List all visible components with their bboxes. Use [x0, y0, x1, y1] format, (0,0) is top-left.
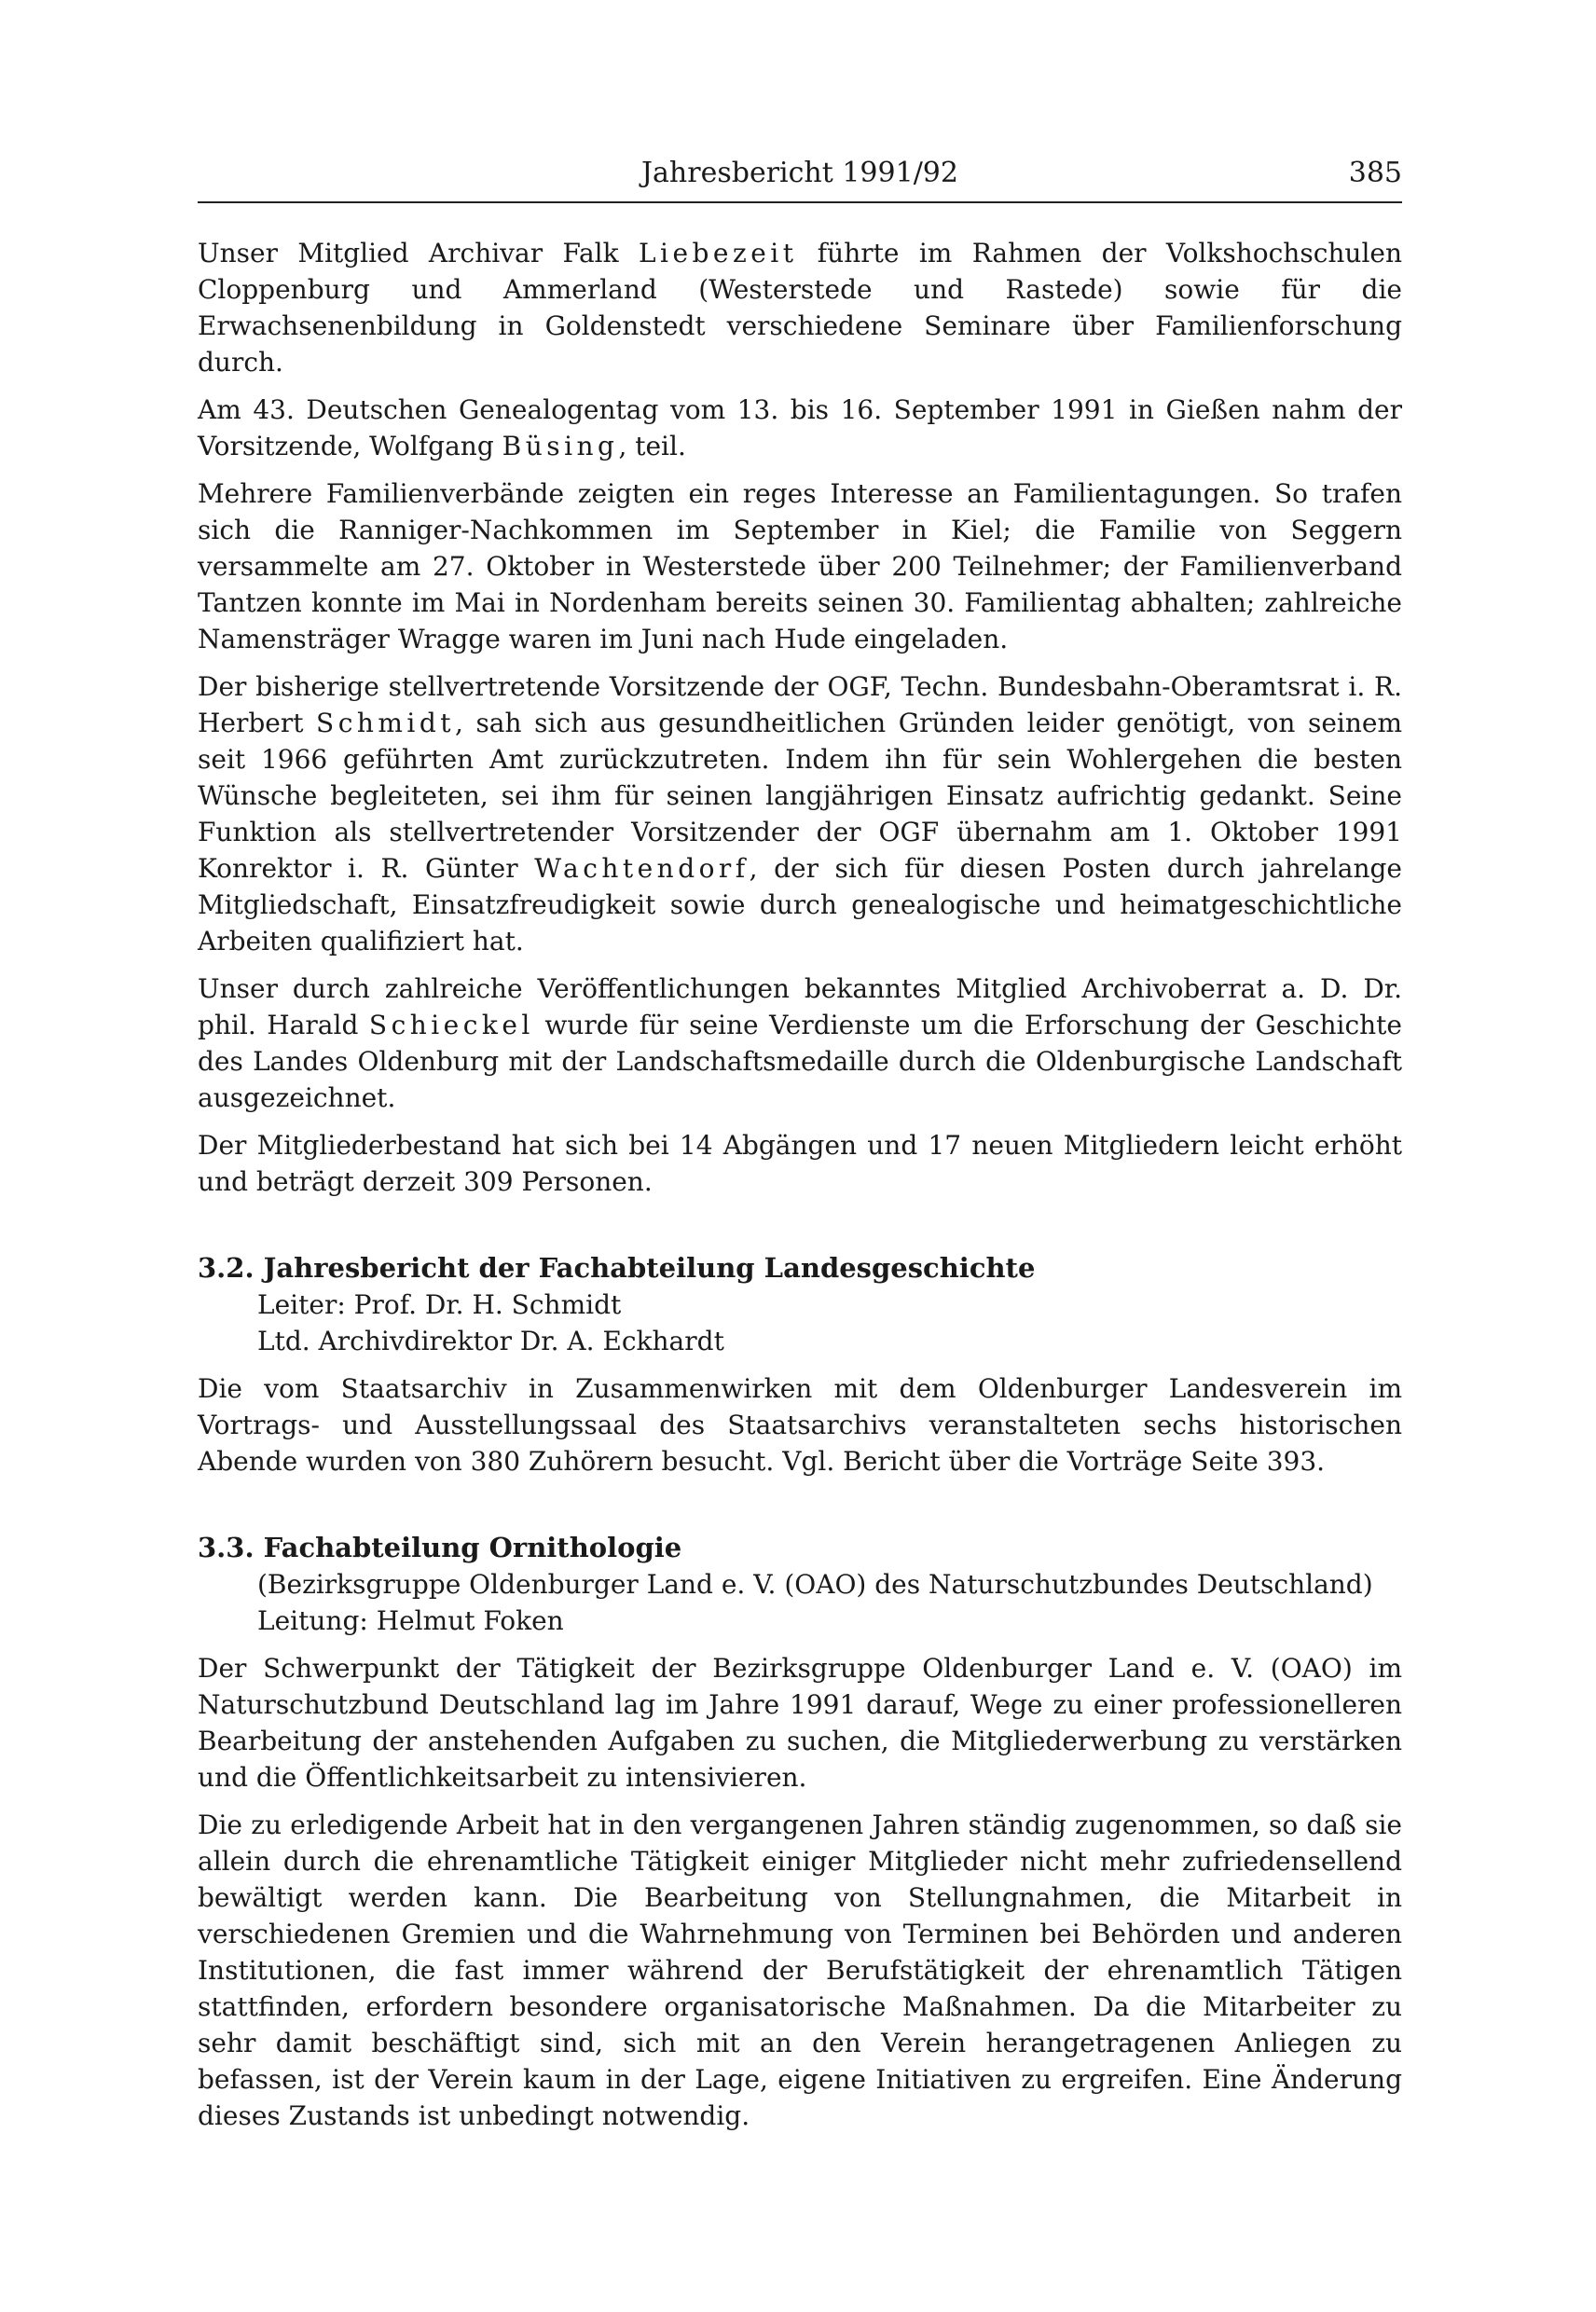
paragraph-arbeit: Die zu erledigende Arbeit hat in den vergangenen Jahren ständig zugenommen, so daß sie allein durch die ehrenamtliche Tätigkeit einiger Mitglieder nicht mehr zufriedensellend bewältigt werden kann. Die Bearbeitung von Stellungnahmen, die Mitarbeit in verschiedenen Gremien und die Wahrnehmung von Terminen bei Behörden und anderen Institutionen, die fast immer während der Berufstätigkeit der ehrenamtlich Tätigen stattfinden, erfordern besondere organisatorische Maßnahmen. Da die Mitarbeiter zu sehr damit beschäftigt sind, sich mit an den Verein herangetragenen Anliegen zu befassen, ist der Verein kaum in der Lage, eigene Initiativen zu ergreifen. Eine Änderung dieses Zustands ist unbedingt notwendig.: [198, 1810, 1402, 2131]
paragraph-schwerpunkt: Der Schwerpunkt der Tätigkeit der Bezirksgruppe Oldenburger Land e. V. (OAO) im Naturschutzbund Deutschland lag im Jahre 1991 darauf, Wege zu einer professionelleren Bearbeitung der anstehenden Aufgaben zu suchen, die Mitgliederwerbung zu verstärken und die Öffentlichkeitsarbeit zu intensivieren.: [198, 1653, 1402, 1793]
person-name: Wachtendorf: [534, 853, 750, 884]
text-span: , der sich für diesen Posten durch jahrelange Mitgliedschaft, Einsatzfreudigkeit sowie durch genealogische und heimatgeschichtliche Arbeiten qualifiziert hat.: [198, 853, 1402, 956]
person-name: Schieckel: [368, 1010, 534, 1040]
paragraph-genealogentag: [198, 392, 1402, 464]
text-span: , teil.: [618, 431, 686, 461]
paragraph-seminare: [198, 235, 1402, 380]
header-rule: [198, 201, 1402, 203]
text-span: Am 43. Deutschen Genealogentag vom 13. bis 16. September 1991 in Gießen nahm der Vorsitzende, Wolfgang: [198, 394, 1402, 461]
section-leitung-line: Leitung: Helmut Foken: [257, 1605, 564, 1636]
person-name: Schmidt: [316, 708, 455, 738]
section-leiter-line: Ltd. Archivdirektor Dr. A. Eckhardt: [257, 1326, 724, 1356]
text-span: Unser Mitglied Archivar Falk: [198, 238, 639, 268]
page-number: 385: [1348, 157, 1402, 189]
header-title: Jahresbericht 1991/92: [641, 157, 958, 189]
text-span: Der bisherige stellvertretende Vorsitzende der OGF, Techn. Bundesbahn-Oberamtsrat i. R. Herbert: [198, 671, 1402, 738]
text-span: wurde für seine Verdienste um die Erforschung der Geschichte des Landes Oldenburg mit der Landschaftsmedaille durch die Oldenburgische Landschaft ausgezeichnet.: [198, 1010, 1402, 1113]
person-name: Liebezeit: [638, 238, 798, 268]
paragraph-vorsitz: [198, 668, 1402, 959]
running-header: [198, 157, 1402, 190]
section-leiter-line: Leiter: Prof. Dr. H. Schmidt: [257, 1289, 622, 1320]
person-name: Büsing: [502, 431, 619, 461]
text-span: führte im Rahmen der Volkshochschulen Cloppenburg und Ammerland (Westerstede und Rastede) sowie für die Erwachsenenbildung in Goldenstedt verschiedene Seminare über Familienforschung durch.: [198, 238, 1402, 378]
paragraph-mitgliederbestand: Der Mitgliederbestand hat sich bei 14 Abgängen und 17 neuen Mitgliedern leicht erhöht und beträgt derzeit 309 Personen.: [198, 1130, 1402, 1197]
text-span: Unser durch zahlreiche Veröffentlichungen bekanntes Mitglied Archivoberrat a. D. Dr. phil. Harald: [198, 973, 1402, 1040]
body-text: [198, 235, 1402, 2145]
paragraph-historische-abende: Die vom Staatsarchiv in Zusammenwirken mit dem Oldenburger Landesverein im Vortrags- und Ausstellungssaal des Staatsarchivs veranstalteten sechs historischen Abende wurden von 380 Zuhörern besucht. Vgl. Bericht über die Vorträge Seite 393.: [198, 1373, 1402, 1477]
section-heading-ornithologie: 3.3. Fachabteilung Ornithologie: [198, 1532, 682, 1563]
text-span: , sah sich aus gesundheitlichen Gründen leider genötigt, von seinem seit 1966 geführten Amt zurückzutreten. Indem ihn für sein Wohlergehen die besten Wünsche begleiteten, sei ihm für seinen langjährigen Einsatz aufrichtig gedankt. Seine Funktion als stellvertretender Vorsitzender der OGF übernahm am 1. Oktober 1991 Konrektor i. R. Günter: [198, 708, 1402, 884]
section-heading-landesgeschichte: 3.2. Jahresbericht der Fachabteilung Landesgeschichte: [198, 1252, 1036, 1284]
paragraph-landschaftsmedaille: [198, 970, 1402, 1116]
paragraph-familienverbaende: Mehrere Familienverbände zeigten ein reges Interesse an Familientagungen. So trafen sich die Ranniger-Nachkommen im September in Kiel; die Familie von Seggern versammelte am 27. Oktober in Westerstede über 200 Teilnehmer; der Familienverband Tantzen konnte im Mai in Nordenham bereits seinen 30. Familientag abhalten; zahlreiche Namensträger Wragge waren im Juni nach Hude eingeladen.: [198, 478, 1402, 654]
section-subtitle-line: (Bezirksgruppe Oldenburger Land e. V. (OAO) des Naturschutzbundes Deutschland): [257, 1569, 1373, 1600]
